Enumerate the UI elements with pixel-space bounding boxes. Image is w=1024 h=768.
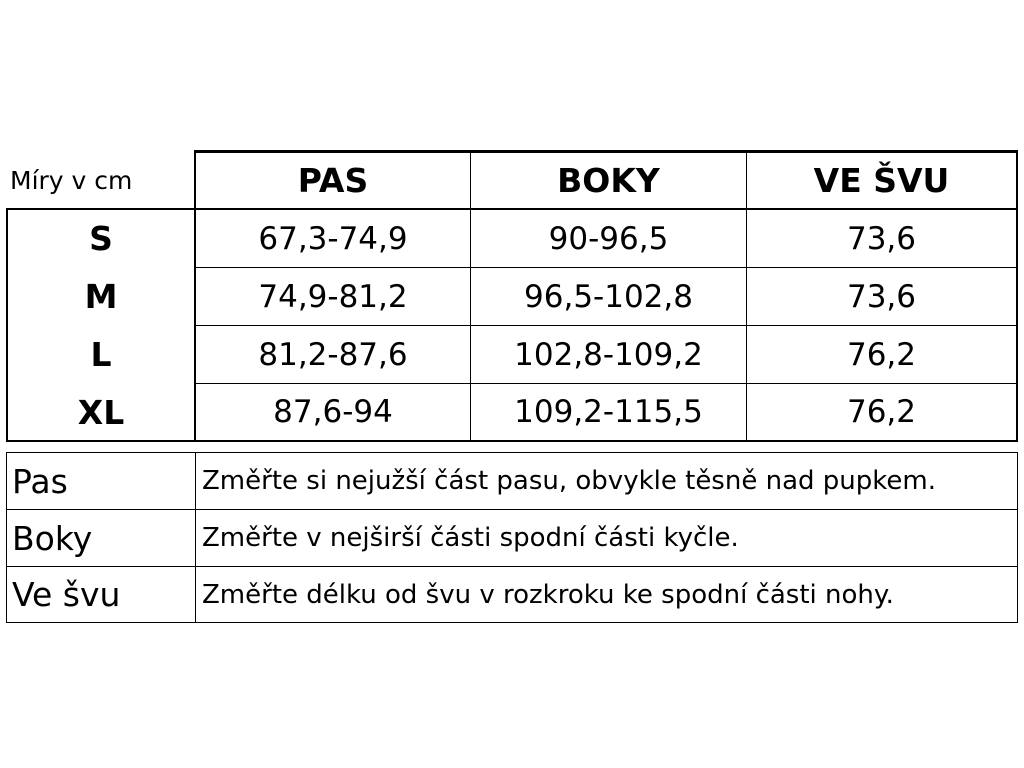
ve-svu-value: 73,6 (846, 220, 917, 257)
definition-text: Změřte v nejširší části spodní části kyčle. (202, 523, 739, 553)
table-border (6, 440, 1018, 442)
ve-svu-value: 76,2 (846, 394, 917, 430)
definition-text: Změřte délku od švu v rozkroku ke spodní části nohy. (202, 579, 894, 610)
header-ve-svu: VE ŠVU (813, 160, 950, 200)
size-table (6, 150, 1018, 442)
pas-value: 87,6-94 (273, 394, 393, 430)
header-pas: PAS (297, 160, 369, 200)
table-border (1017, 452, 1018, 623)
measurement-definitions (6, 452, 1018, 623)
definition-text: Změřte si nejužší část pasu, obvykle těsně nad pupkem. (202, 466, 936, 496)
header-boky: BOKY (557, 160, 660, 200)
size-label: XL (77, 392, 125, 432)
ve-svu-value: 76,2 (846, 336, 917, 373)
boky-value: 102,8-109,2 (514, 336, 703, 373)
boky-value: 90-96,5 (548, 220, 669, 257)
size-label: M (84, 277, 118, 316)
pas-value: 67,3-74,9 (258, 220, 408, 257)
ve-svu-value: 73,6 (846, 278, 917, 315)
size-label: S (89, 219, 113, 258)
boky-value: 96,5-102,8 (524, 278, 693, 315)
pas-value: 74,9-81,2 (258, 278, 408, 315)
table-border (1016, 150, 1018, 442)
definition-term: Boky (12, 518, 93, 558)
definition-term: Ve švu (12, 575, 121, 614)
size-label: L (90, 335, 112, 374)
pas-value: 81,2-87,6 (258, 336, 408, 373)
units-label: Míry v cm (10, 166, 133, 195)
table-border (6, 622, 1018, 623)
definition-term: Pas (12, 461, 68, 501)
boky-value: 109,2-115,5 (514, 394, 703, 430)
